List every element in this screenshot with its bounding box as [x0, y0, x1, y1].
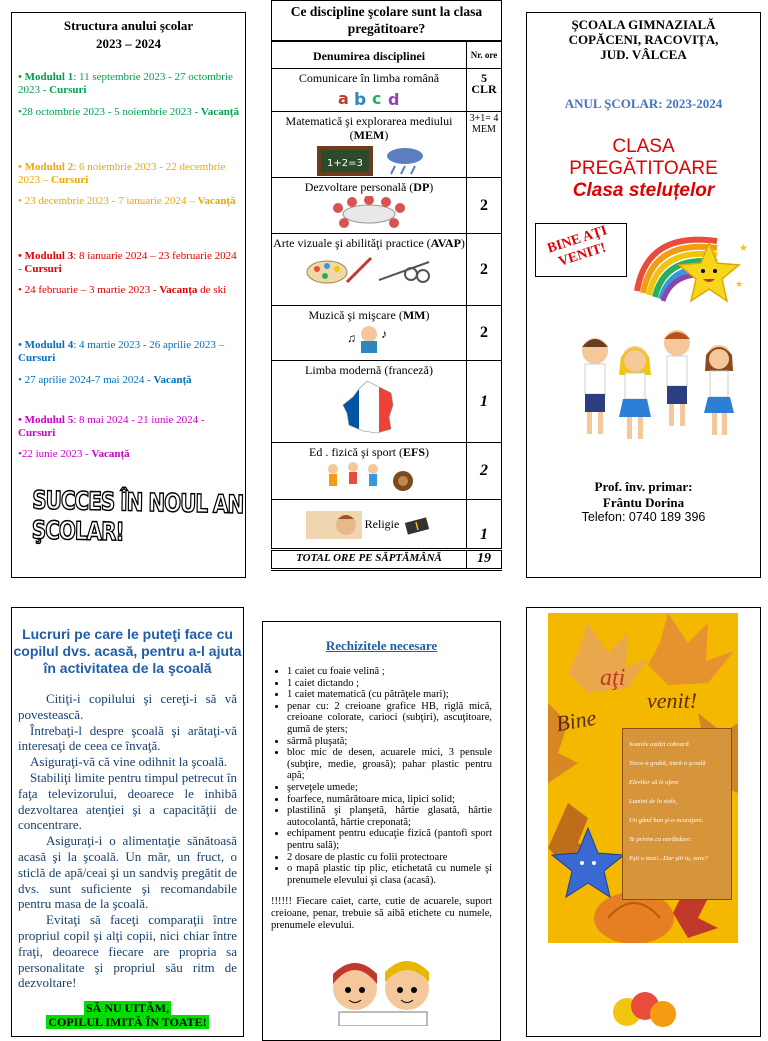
module-dates: • 24 februarie – 3 martie 2023 -	[18, 284, 160, 296]
module-type: Vacanță	[200, 106, 239, 118]
subjects-table	[271, 41, 502, 571]
module-1	[18, 71, 239, 97]
music-kid-icon	[339, 324, 399, 358]
tips-body	[12, 691, 243, 991]
subject-name	[272, 361, 467, 443]
vacation-5	[18, 448, 239, 461]
module-dates: : 8 ianuarie 2024 – 23 februarie 2024 -	[18, 250, 237, 275]
svg-text:★: ★	[735, 279, 744, 289]
welcome-poster	[548, 613, 738, 943]
col-name-header: Denumirea disciplinei	[272, 42, 467, 69]
art-supplies-icon	[299, 252, 439, 286]
module-type: Vacanța	[159, 284, 198, 296]
subject-tail: )	[429, 180, 434, 194]
svg-text:★: ★	[739, 243, 748, 254]
vacation-2	[18, 195, 239, 208]
parent-tips-panel	[11, 607, 244, 1037]
poem-line: Te privim cu nerăbdare:	[629, 836, 692, 843]
list-item: • 1 caiet cu foaie velină ;	[287, 666, 492, 678]
balloons-icon	[567, 988, 727, 1037]
structure-title	[12, 17, 245, 53]
module-3	[18, 250, 239, 276]
highlight-line: COPILUL IMITĂ ÎN TOATE!	[48, 1015, 207, 1030]
subject-name	[272, 500, 467, 550]
module-type: Vacanță	[197, 195, 236, 207]
table-header	[272, 42, 502, 69]
subject-name	[272, 306, 467, 361]
subject-text: Matematică şi explorarea mediului (	[285, 114, 453, 142]
tip-paragraph: Asiguraţi-i o alimentaţie sănătoasă acasă şi la şcoală. Un măr, un fruct, o sticlă de apă/ceai şi un sandviş pregătit de dvs. sunt suficiente şi recomandabile pentru masa de la şcoală.	[18, 833, 237, 912]
subject-text: Limba modernă (franceză)	[305, 363, 433, 377]
module-dates: : 6 noiembrie 2023 - 22 decembrie 2023 –	[18, 161, 226, 186]
supplies-title: Rechizitele necesare	[325, 638, 438, 653]
teacher-fullname: Frântu Dorina	[602, 495, 685, 510]
tip-paragraph: Asiguraţi-vă că vine odihnit la şcoală.	[30, 754, 228, 770]
school-year: ANUL ŞCOLAR: 2023-2024	[564, 96, 723, 111]
subject-hours: 2	[467, 306, 502, 361]
teacher-title: Prof. înv. primar:	[594, 479, 693, 494]
welcome-text: BINE AŢI VENIT!	[545, 223, 610, 270]
subjects-question: Ce discipline şcolare sunt la clasa pregătitoare?	[271, 0, 502, 41]
module-type: Cursuri	[49, 84, 87, 96]
subject-tail: )	[384, 128, 389, 142]
list-item: • şerveţele umede;	[287, 782, 492, 794]
list-item: • 1 caiet dictando ;	[287, 678, 492, 690]
poster-ati: aţi	[600, 665, 626, 691]
poem-box	[622, 728, 732, 900]
school-year-structure-panel	[11, 12, 246, 578]
module-dates: • 23 decembrie 2023 - 7 ianuarie 2024 –	[18, 195, 198, 207]
subject-text: Arte vizuale şi abilităţi practice (	[273, 236, 431, 250]
svg-text:d: d	[388, 90, 400, 109]
subject-abbr: DP	[413, 180, 430, 194]
cover-panel	[526, 12, 761, 578]
structure-title-text: Structura anului şcolar	[63, 18, 194, 33]
kids-with-book-illustration	[321, 956, 441, 1026]
school-line: JUD. VÂLCEA	[600, 47, 687, 62]
list-item: • echipament pentru educaţie fizică (pantofi sport pentru sală);	[287, 828, 492, 851]
subject-text: Religie	[364, 516, 400, 531]
subject-abbr: EFS	[402, 445, 425, 459]
highlight-text	[12, 1001, 243, 1029]
subject-text: Muzică şi mişcare (	[308, 308, 403, 322]
supplies-panel	[262, 621, 501, 1041]
list-item: • bloc mic de desen, acuarele mici, 3 pensule (subţire, medie, groasă); pahar plastic pentru apă;	[287, 747, 492, 782]
list-item: • sârmă pluşată;	[287, 736, 492, 748]
module-type: Cursuri	[18, 427, 56, 439]
module-dates: •28 octombrie 2023 - 5 noiembrie 2023 -	[18, 106, 201, 118]
welcome-poster-panel	[526, 607, 761, 1037]
svg-text:1+2=3: 1+2=3	[327, 158, 363, 169]
subject-tail: )	[460, 236, 465, 250]
vacation-1	[18, 106, 239, 119]
svg-text:b: b	[354, 90, 367, 109]
list-item: • o mapă plastic tip plic, etichetată cu numele şi prenumele elevului şi clasa (acasă).	[287, 863, 492, 886]
subject-text: Dezvoltare personală (	[304, 180, 414, 194]
poem-lines	[623, 729, 731, 868]
module-type: Cursuri	[18, 352, 56, 364]
poem-line: Lumini de la stele,	[629, 798, 678, 805]
col-hours-header: Nr. ore	[467, 42, 502, 69]
total-value: 19	[467, 550, 502, 570]
table-row	[272, 500, 502, 550]
module-label: • Modulul 1	[18, 71, 74, 83]
subject-text: Comunicare în limba română	[298, 71, 440, 85]
success-wordart: SUCCES ÎN NOUL AN ŞCOLAR!	[31, 484, 244, 547]
france-map-icon	[339, 379, 399, 435]
subject-hours: 2	[467, 178, 502, 234]
module-5	[18, 414, 239, 440]
tip-paragraph: Stabiliţi limite pentru timpul petrecut în faţa televizorului, deoarece le inhibă dezvoltarea atenţiei şi a capacităţii de concentrare.	[18, 769, 237, 833]
subject-name	[272, 234, 467, 306]
kids-illustration	[567, 321, 752, 451]
svg-text:a: a	[338, 89, 349, 108]
subject-abbr: AVAP	[430, 236, 461, 250]
module-dates: : 8 mai 2024 - 21 iunie 2024 -	[73, 414, 205, 426]
module-4	[18, 339, 239, 365]
tip-paragraph: Citiţi-i copilului şi cereţi-i să vă povestească.	[18, 691, 237, 722]
total-label: TOTAL ORE PE SĂPTĂMÂNĂ	[272, 550, 467, 570]
module-label: • Modulul 3	[18, 250, 74, 262]
poem-line: Eşti o stea!...Dar ştii tu, oare?	[629, 855, 709, 862]
list-item: • 2 dosare de plastic cu folii protectoare	[287, 852, 492, 864]
module-dates: •22 iunie 2023 -	[18, 448, 92, 460]
tip-paragraph: Evitaţi să faceţi comparaţii între propriul copil şi alţi copii, nici chiar între fraţi, deoarece fiecare are propria sa personalitate şi propriul său ritm de dezvoltare!	[18, 912, 237, 991]
table-row	[272, 306, 502, 361]
class-title	[527, 136, 760, 180]
supplies-list	[263, 666, 500, 886]
sport-kids-icon	[319, 461, 419, 497]
phone-number: Telefon: 0740 189 396	[581, 510, 706, 524]
highlight-line: SĂ NU UITĂM,	[85, 1001, 169, 1016]
module-after: de ski	[197, 284, 227, 296]
poem-line: Elevilor să le ofere	[629, 779, 679, 786]
module-dates: : 11 septembrie 2023 - 27 octombrie 2023 -	[18, 71, 233, 96]
tips-title: Lucruri pe care le puteţi face cu copilul dvs. acasă, pentru a-l ajuta în activitatea de la şcoală	[13, 626, 242, 676]
subject-abbr: MM	[402, 308, 426, 322]
table-row	[272, 361, 502, 443]
module-type: Cursuri	[51, 174, 89, 186]
round-table-icon	[324, 196, 414, 228]
module-2	[18, 161, 239, 187]
module-label: • Modulul 5	[18, 414, 74, 426]
school-line: ŞCOALA GIMNAZIALĂ	[571, 17, 716, 32]
table-row	[272, 112, 502, 178]
class-line: PREGĂTITOARE	[569, 158, 718, 179]
poster-bine: Bine	[554, 704, 599, 737]
table-row	[272, 178, 502, 234]
svg-text:c: c	[372, 89, 382, 108]
module-label: • Modulul 4	[18, 339, 74, 351]
supplies-note: !!!!!! Fiecare caiet, carte, cutie de acuarele, suport creioane, penar, trebuie să aibă etichete cu numele, prenumele elevului.	[271, 896, 492, 932]
subject-hours: 5 CLR	[467, 69, 502, 112]
list-item: • 1 caiet matematică (cu pătrăţele mari);	[287, 689, 492, 701]
subject-tail: )	[425, 308, 430, 322]
poem-line: Soarele astăzi coboară	[629, 741, 689, 748]
svg-text:♪: ♪	[381, 327, 387, 341]
module-dates: : 4 martie 2023 - 26 aprilie 2023 –	[73, 339, 225, 351]
list-item: • foarfece, numărătoare mica, lipici solid;	[287, 794, 492, 806]
poster-venit: venit!	[647, 688, 698, 713]
subject-name	[272, 178, 467, 234]
teacher-name	[527, 479, 760, 511]
subjects-panel	[271, 0, 502, 572]
school-name	[527, 17, 760, 62]
subject-hours: 3+1= 4 MEM	[467, 112, 502, 178]
list-item: • plastilină şi planşetă, hârtie glasată, hârtie autocolantă, hârtie creponată;	[287, 805, 492, 828]
bible-icon	[402, 514, 432, 536]
subject-hours: 2	[467, 234, 502, 306]
list-item: • penar cu: 2 creioane grafice HB, riglă mică, creioane colorate, carioci (subţiri), ascuţitoare, gumă de şters;	[287, 701, 492, 736]
subject-name	[272, 443, 467, 500]
poem-line: Un gând bun şi-o-ncurajare.	[629, 817, 704, 824]
module-type: Vacanță	[91, 448, 130, 460]
vacation-4	[18, 374, 239, 387]
class-subtitle: Clasa steluțelor	[572, 180, 715, 201]
welcome-box	[535, 223, 627, 277]
class-line: CLASA	[612, 136, 675, 157]
religion-icon	[306, 509, 362, 541]
subject-tail: )	[425, 445, 429, 459]
vacation-3	[18, 284, 239, 297]
abc-blocks-icon	[334, 87, 404, 109]
school-line: COPĂCENI, RACOVIŢA,	[568, 32, 719, 47]
subject-text: Ed . fizică şi sport (	[309, 445, 403, 459]
subject-hours: 1	[467, 361, 502, 443]
structure-year: 2023 – 2024	[96, 36, 161, 51]
module-type: Cursuri	[24, 263, 62, 275]
rainbow-star-icon	[627, 221, 752, 316]
table-row	[272, 443, 502, 500]
subject-hours: 1	[467, 500, 502, 550]
subject-hours: 2	[467, 443, 502, 500]
subject-name	[272, 69, 467, 112]
poem-line: Trece-n grabă, intră-n şcoală	[629, 760, 706, 767]
module-label: • Modulul 2	[18, 161, 74, 173]
module-type: Vacanță	[153, 374, 192, 386]
math-weather-icon	[309, 144, 429, 176]
module-dates: • 27 aprilie 2024-7 mai 2024 -	[18, 374, 154, 386]
subject-name	[272, 112, 467, 178]
subject-abbr: MEM	[353, 128, 385, 142]
table-row	[272, 69, 502, 112]
svg-text:♫: ♫	[347, 331, 356, 345]
table-total-row	[272, 550, 502, 570]
table-row	[272, 234, 502, 306]
tip-paragraph: Întrebaţi-l despre şcoală şi arătaţi-vă interesaţi de ceea ce învaţă.	[18, 722, 237, 754]
